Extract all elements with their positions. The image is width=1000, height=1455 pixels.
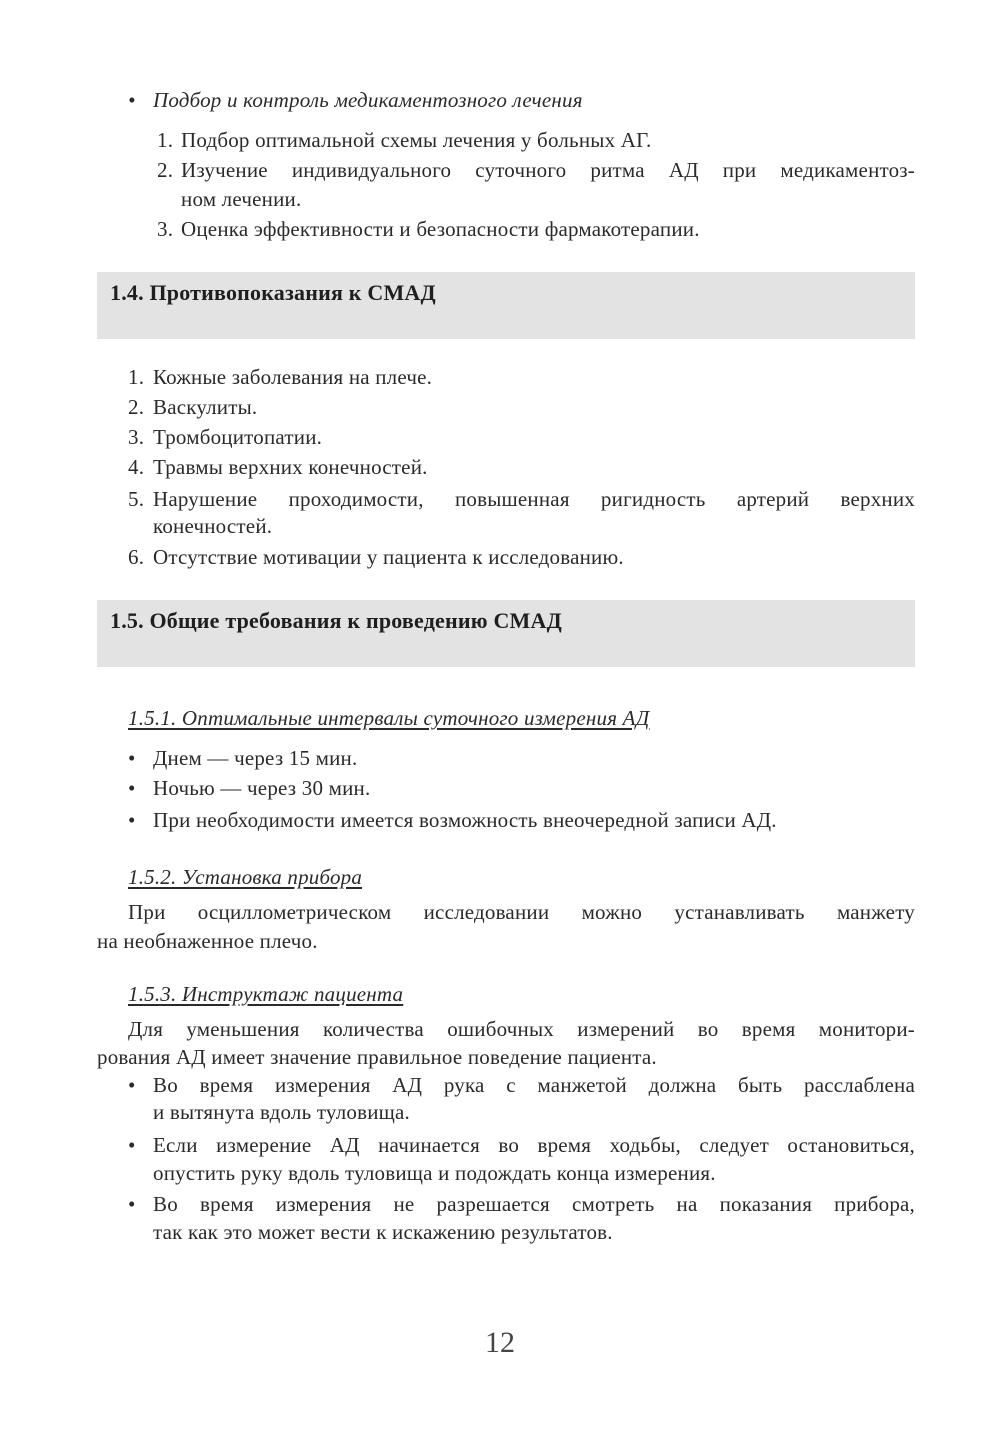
- instruct-bullet-1-line-2: и вытянута вдоль туловища.: [153, 1100, 410, 1124]
- intro-item-2-line-1: Изучение индивидуального суточного ритма АД при медикаментоз-: [181, 158, 915, 182]
- instruct-bullet-2-line-2: опустить руку вдоль туловища и подождать конца измерения.: [153, 1161, 716, 1185]
- instruct-bullet-1-line-1: • Во время измерения АД рука с манжетой должна быть расслаблена: [153, 1070, 915, 1100]
- contra-item-4-num: 4.: [128, 455, 145, 479]
- contra-item-6-text: Отсутствие мотивации у пациента к исследованию.: [153, 545, 624, 569]
- contra-item-5-num: 5.: [128, 487, 145, 511]
- section-1-4-title: 1.4. Противопоказания к СМАД: [110, 280, 436, 305]
- intro-item-3-text: Оценка эффективности и безопасности фармакотерапии.: [181, 217, 700, 241]
- contra-item-5-line-2: конечностей.: [153, 514, 273, 538]
- contra-item-1-num: 1.: [128, 365, 145, 389]
- intro-item-2-num: 2.: [157, 158, 174, 182]
- intro-bullet-heading: • Подбор и контроль медикаментозного лечения: [153, 85, 583, 115]
- subsection-1-5-3-heading: 1.5.3. Инструктаж пациента: [128, 982, 404, 1006]
- contra-item-1-text: Кожные заболевания на плече.: [153, 365, 433, 389]
- instruct-bullet-3-line-2: так как это может вести к искажению результатов.: [153, 1220, 613, 1244]
- contra-item-6-num: 6.: [128, 545, 145, 569]
- page-number: 12: [485, 1326, 515, 1359]
- interval-bullet-day: • Днем — через 15 мин.: [153, 743, 357, 773]
- section-1-5-header: [97, 600, 915, 667]
- instruct-para-line-1: Для уменьшения количества ошибочных измерений во время монитори-: [128, 1017, 915, 1041]
- contra-item-4-text: Травмы верхних конечностей.: [153, 455, 428, 479]
- section-1-4-header: [97, 272, 915, 339]
- subsection-1-5-2-heading: 1.5.2. Установка прибора: [128, 865, 363, 889]
- intro-item-1-text: Подбор оптимальной схемы лечения у больных АГ.: [181, 128, 652, 152]
- contra-item-3-num: 3.: [128, 425, 145, 449]
- instruct-bullet-2-line-1: • Если измерение АД начинается во время ходьбы, следует остановиться,: [153, 1130, 915, 1160]
- intro-item-1-num: 1.: [157, 128, 174, 152]
- intro-item-3-num: 3.: [157, 217, 174, 241]
- device-para-line-2: на необнаженное плечо.: [97, 929, 318, 953]
- device-para-line-1: При осциллометрическом исследовании можно устанавливать манжету: [128, 900, 915, 924]
- section-1-5-title: 1.5. Общие требования к проведению СМАД: [110, 608, 562, 633]
- interval-bullet-extra: • При необходимости имеется возможность внеочередной записи АД.: [153, 805, 777, 835]
- interval-bullet-night: • Ночью — через 30 мин.: [153, 773, 370, 803]
- subsection-1-5-1-heading: 1.5.1. Оптимальные интервалы суточного измерения АД: [128, 706, 650, 730]
- contra-item-5-line-1: Нарушение проходимости, повышенная ригидность артерий верхних: [153, 487, 915, 511]
- instruct-para-line-2: рования АД имеет значение правильное поведение пациента.: [97, 1045, 657, 1069]
- contra-item-2-text: Васкулиты.: [153, 395, 258, 419]
- intro-item-2-line-2: ном лечении.: [181, 187, 302, 211]
- contra-item-2-num: 2.: [128, 395, 145, 419]
- instruct-bullet-3-line-1: • Во время измерения не разрешается смотреть на показания прибора,: [153, 1189, 915, 1219]
- contra-item-3-text: Тромбоцитопатии.: [153, 425, 323, 449]
